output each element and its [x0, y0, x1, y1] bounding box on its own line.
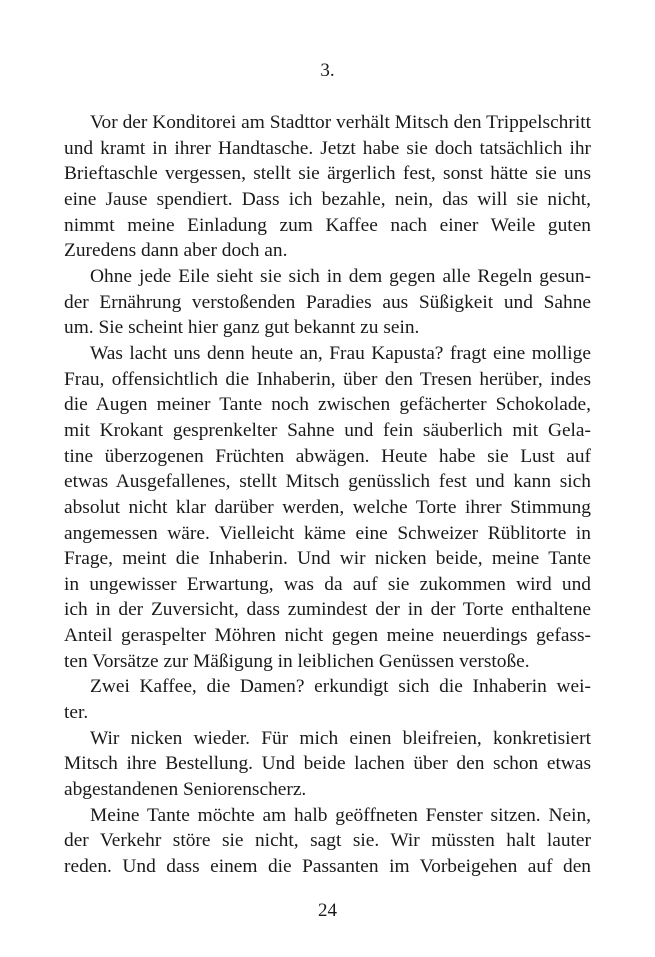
- text-line: ter.: [64, 702, 89, 724]
- text-line: ich in der Zuversicht, dass zumindest der in der Torte enthaltene: [64, 599, 591, 621]
- text-line: um. Sie scheint hier ganz gut bekannt zu sein.: [64, 317, 420, 339]
- paragraph: [64, 341, 591, 675]
- text-line: die Augen meiner Tante noch zwischen gefächerter Schokolade,: [64, 394, 591, 416]
- chapter-number: 3.: [320, 60, 335, 81]
- text-line: abgestandenen Seniorenscherz.: [64, 779, 307, 801]
- text-line: in ungewisser Erwartung, was da auf sie zukommen wird und: [64, 573, 591, 595]
- text-line: Vor der Konditorei am Stadttor verhält Mitsch den Trippelschritt: [90, 112, 591, 133]
- paragraph: [64, 674, 591, 725]
- text-line: Anteil geraspelter Möhren nicht gegen meine neuerdings gefass-: [64, 625, 591, 647]
- text-line: Mitsch ihre Bestellung. Und beide lachen über den schon etwas: [64, 753, 591, 775]
- text-line: Frage, meint die Inhaberin. Und wir nicken beide, meine Tante: [64, 548, 591, 570]
- text-line: Frau, offensichtlich die Inhaberin, über den Tresen herüber, indes: [64, 368, 591, 390]
- text-line: reden. Und dass einem die Passanten im Vorbeigehen auf den: [64, 856, 591, 878]
- text-line: Zwei Kaffee, die Damen? erkundigt sich die Inhaberin wei-: [90, 676, 591, 698]
- text-line: der Verkehr störe sie nicht, sagt sie. Wir müssten halt lauter: [64, 830, 591, 852]
- text-line: Brieftaschle vergessen, stellt sie ärgerlich fest, sonst hätte sie uns: [64, 163, 591, 185]
- text-line: nimmt meine Einladung zum Kaffee nach einer Weile guten: [64, 214, 591, 236]
- text-line: ten Vorsätze zur Mäßigung in leiblichen Genüssen verstoße.: [64, 650, 530, 672]
- paragraph: [64, 264, 591, 341]
- text-line: und kramt in ihrer Handtasche. Jetzt habe sie doch tatsächlich ihr: [64, 137, 591, 159]
- text-line: Meine Tante möchte am halb geöffneten Fenster sitzen. Nein,: [90, 804, 591, 826]
- text-line: absolut nicht klar darüber werden, welche Torte ihrer Stimmung: [64, 496, 591, 518]
- paragraph: [64, 726, 591, 803]
- text-line: Zuredens dann aber doch an.: [64, 240, 288, 262]
- text-line: mit Krokant gesprenkelter Sahne und fein säuberlich mit Gela-: [64, 419, 591, 441]
- page-number: 24: [318, 900, 337, 921]
- text-line: Ohne jede Eile sieht sie sich in dem gegen alle Regeln gesun-: [90, 265, 591, 287]
- text-line: der Ernährung verstoßenden Paradies aus Süßigkeit und Sahne: [64, 291, 591, 313]
- paragraph: [64, 110, 591, 264]
- text-line: angemessen wäre. Vielleicht käme eine Schweizer Rüblitorte in: [64, 522, 591, 544]
- text-line: Was lacht uns denn heute an, Frau Kapusta? fragt eine mollige: [90, 342, 591, 364]
- text-line: tine überzogenen Früchten abwägen. Heute habe sie Lust auf: [64, 445, 591, 467]
- body-text: [64, 110, 591, 880]
- text-line: Wir nicken wieder. Für mich einen bleifreien, konkretisiert: [90, 727, 591, 749]
- paragraph: [64, 803, 591, 880]
- text-line: eine Jause spendiert. Dass ich bezahle, nein, das will sie nicht,: [64, 188, 591, 210]
- text-line: etwas Ausgefallenes, stellt Mitsch genüsslich fest und kann sich: [64, 471, 591, 493]
